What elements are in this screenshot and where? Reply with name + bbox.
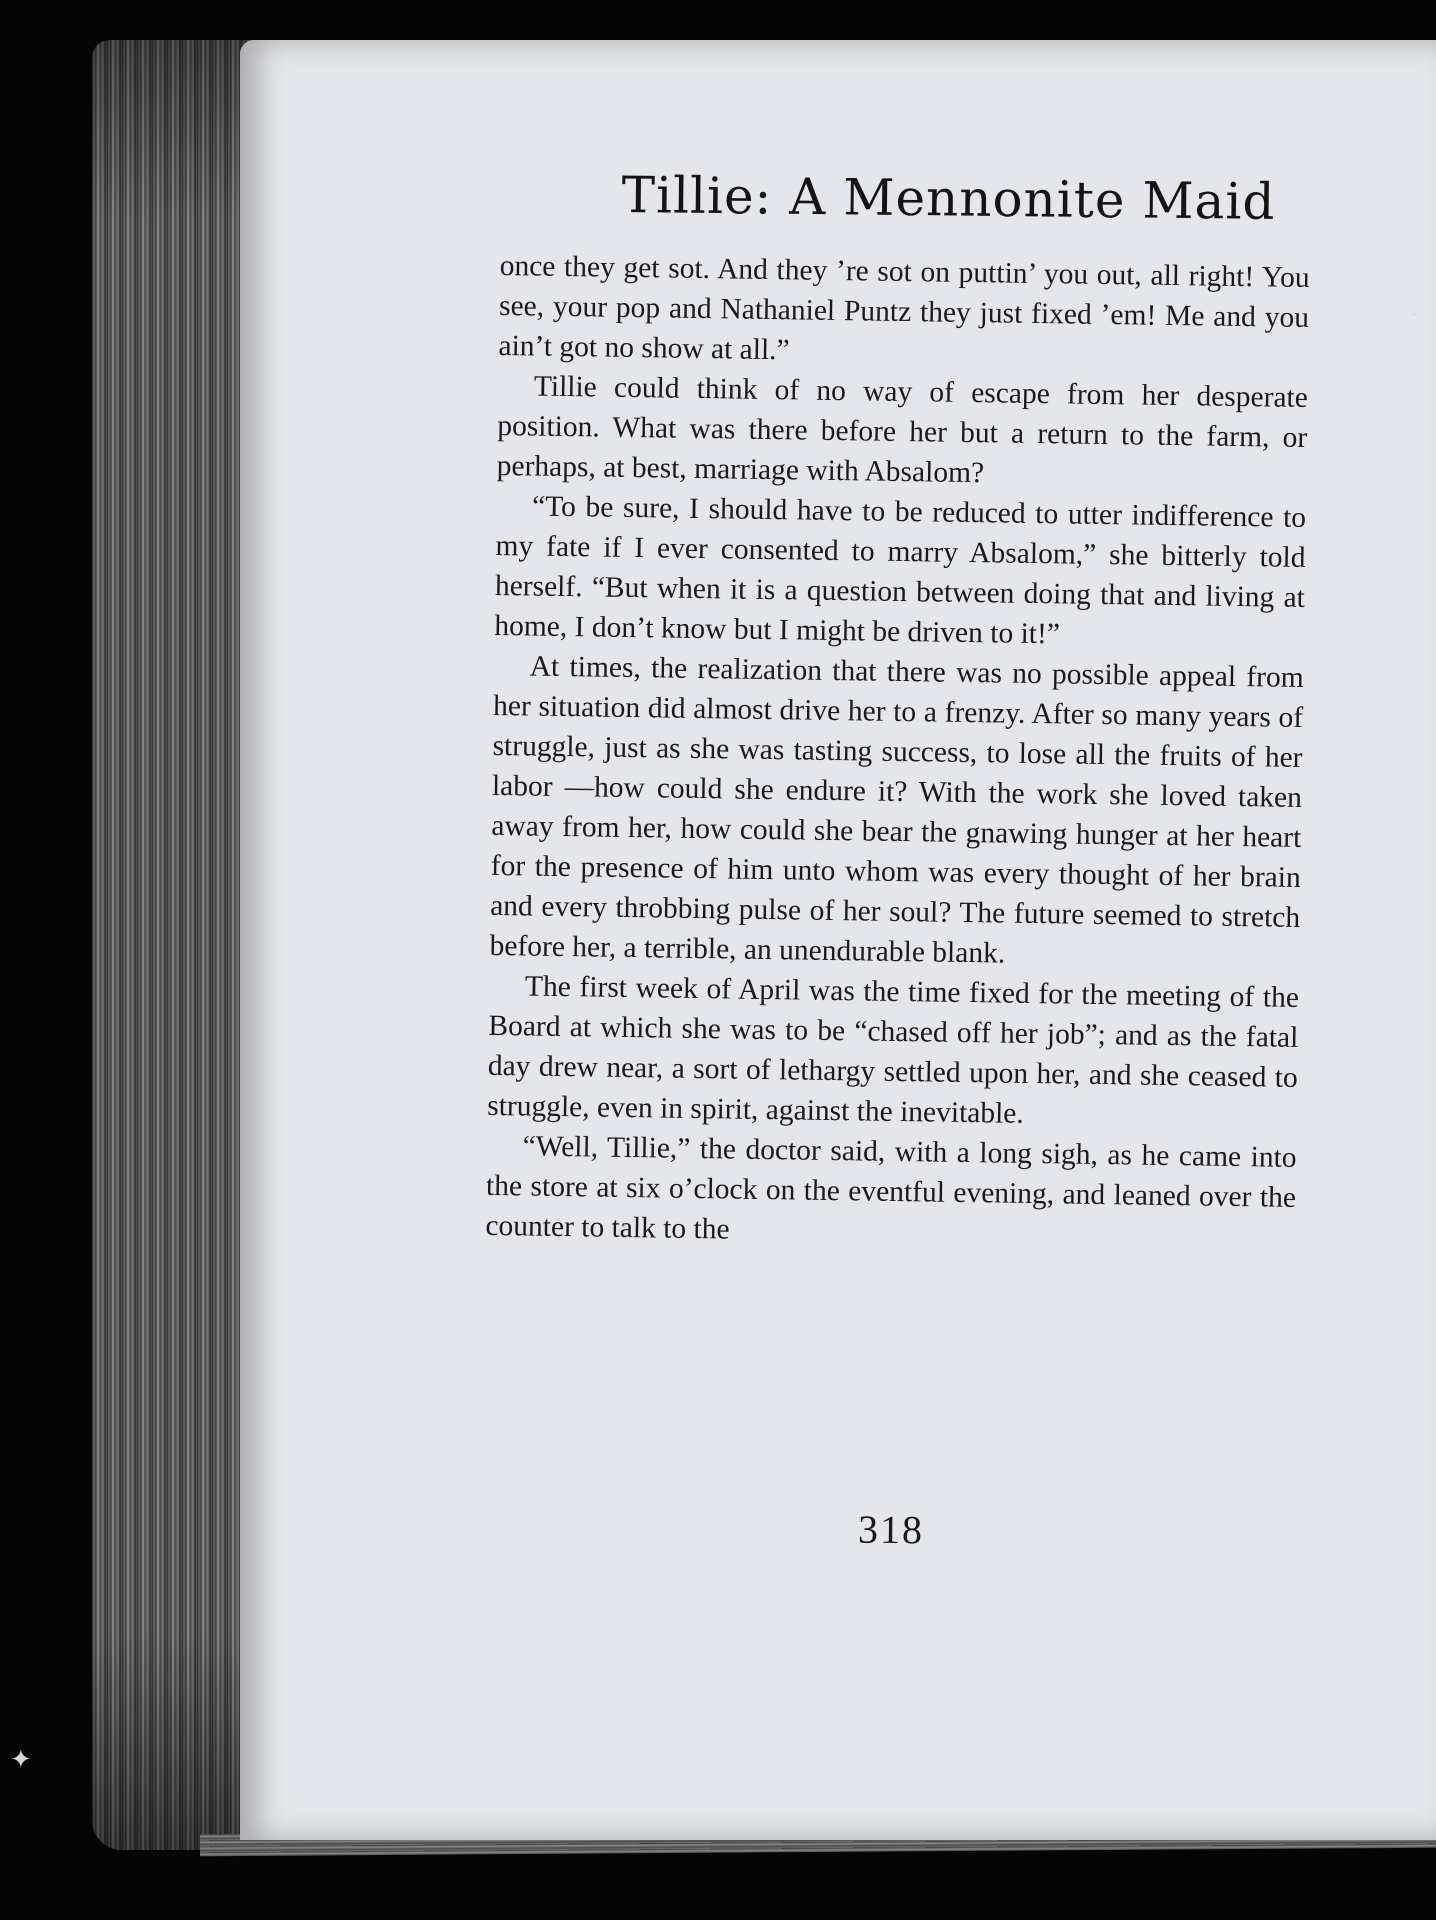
body-text [485, 246, 1310, 1258]
paragraph: Tillie could think of no way of escape from her desperate position. What was there before her but a return to the farm, or perhaps, at best, marriage with Absalom? [496, 370, 1309, 490]
scan-speck: ✦ [10, 1745, 32, 1774]
running-head: Tillie: A Mennonite Maid [621, 166, 1276, 231]
paragraph: once they get sot. And they ’re sot on puttin’ you out, all right! You see, your pop and Nathaniel Puntz they just fixed ’em! Me and you ain’t got no show at all.” [498, 249, 1310, 367]
paragraph: At times, the realization that there was no possible appeal from her situation did almost drive her to a frenzy. After so many years of struggle, just as she was tasting success, to lose all the fruits of her labor —how could she endure it? With the work she loved taken away from her, how could she bear the gnawing hunger at her heart for the presence of him unto whom was every thought of her brain and every throbbing pulse of her soul? The future seemed to stretch before her, a terrible, an unendurable blank. [489, 650, 1304, 970]
paragraph: “Well, Tillie,” the doctor said, with a long sigh, as he came into the store at six o’clock on the eventful evening, and leaned over the counter to talk to the [485, 1130, 1297, 1246]
book-page-edges [92, 40, 252, 1850]
scan-speck: · [1410, 300, 1419, 329]
paragraph: The first week of April was the time fixed for the meeting of the Board at which she was to be “chased off her job”; and as the fatal day drew near, a sort of lethargy settled upon her, and she ceased to struggle, even in spirit, against the inevitable. [487, 970, 1300, 1130]
paragraph: “To be sure, I should have to be reduced to utter indifference to my fate if I ever consented to marry Absalom,” she bitterly told herself. “But when it is a question between doing that and living at home, I don’t know but I might be driven to it!” [494, 490, 1307, 651]
page-number: 318 [857, 1506, 925, 1553]
